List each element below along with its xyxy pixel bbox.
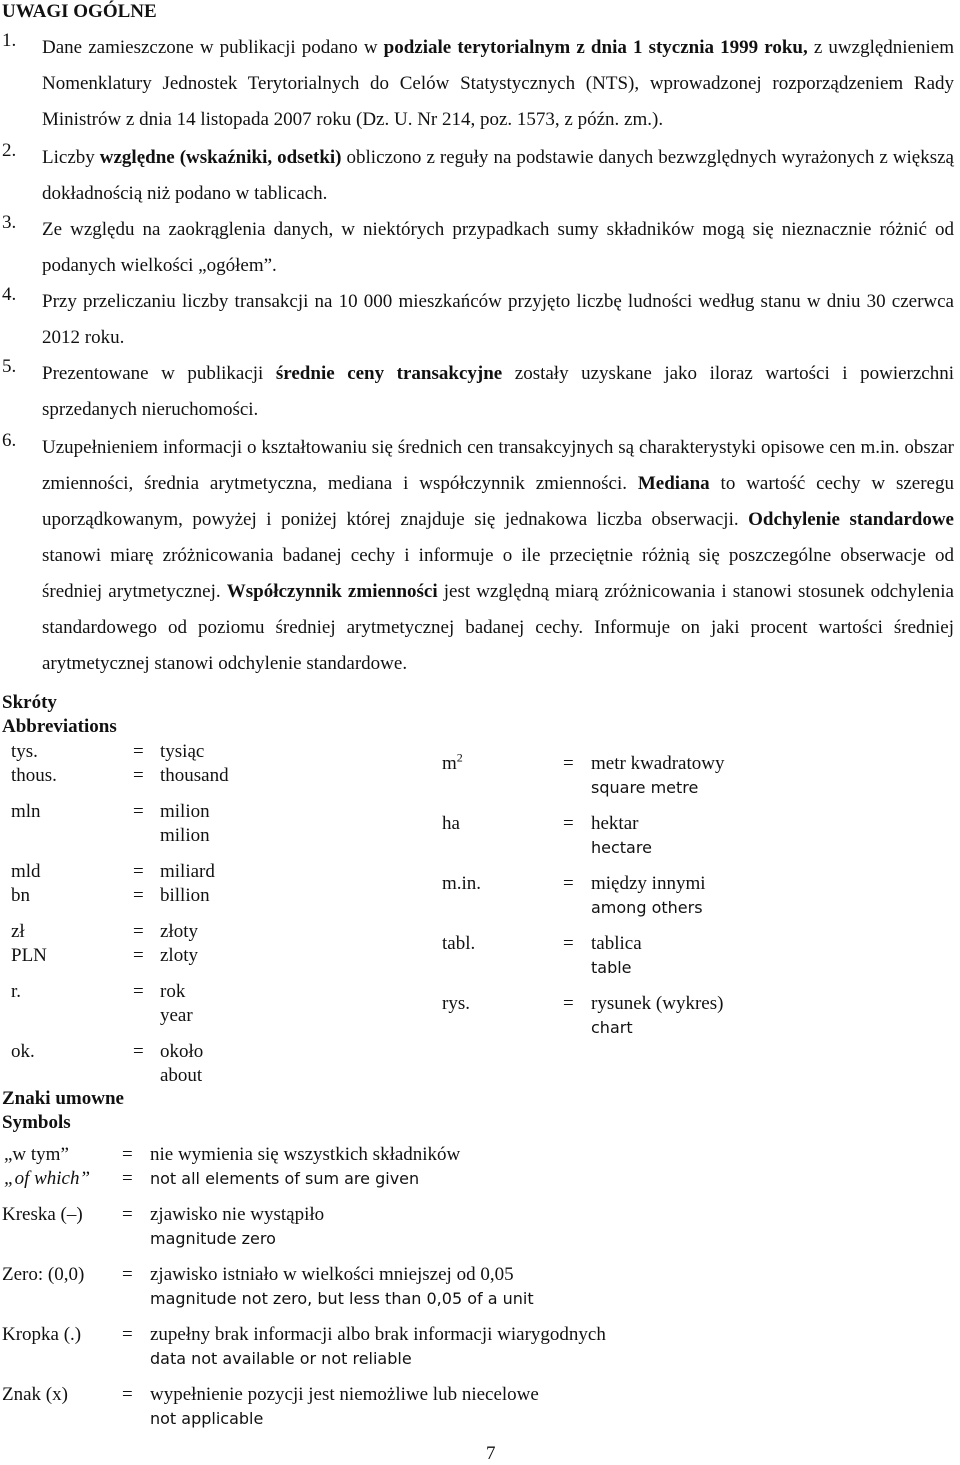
symbol-meaning-en: magnitude not zero, but less than 0,05 of a unit	[150, 1289, 534, 1308]
abbrev-meaning: milion	[160, 801, 210, 822]
note-text-part: jest względną miarą zróżnicowania i stanowi stosunek odchylenia standardowego od poziomu średniej arytmetycznej badanej cechy. Informuje on jaki procent wartości średniej arytmetycznej stanowi odchylenie standardowe.	[42, 581, 954, 674]
symbols-heading-pl: Znaki umowne	[2, 1088, 124, 1109]
note-text	[42, 430, 954, 682]
note-6	[2, 430, 954, 682]
abbrev-meaning-en: thousand	[160, 765, 229, 786]
abbrev-heading-pl: Skróty	[2, 692, 57, 713]
equals-sign: =	[133, 1041, 144, 1062]
note-text	[42, 356, 954, 428]
abbrev-term: ha	[442, 813, 460, 834]
note-text-bold: średnie ceny transakcyjne	[275, 363, 503, 384]
note-number: 5.	[2, 356, 17, 377]
abbrev-meaning-en: table	[591, 958, 632, 977]
symbol-meaning: zjawisko nie wystąpiło	[150, 1204, 325, 1225]
symbol-meaning-en: data not available or not reliable	[150, 1349, 412, 1368]
note-text-part: stanowi miarę zróżnicowania badanej cechy i informuje o ile przeciętnie różnią się poszczególne obserwacje od średniej arytmetycznej.	[42, 545, 954, 602]
equals-sign: =	[133, 765, 144, 786]
symbol-term: „w tym”	[4, 1144, 69, 1165]
abbrev-meaning: rysunek (wykres)	[591, 993, 724, 1014]
note-2	[2, 140, 954, 212]
note-text-part: Dane zamieszczone w publikacji podano w	[42, 37, 384, 58]
symbol-meaning-en: not applicable	[150, 1409, 264, 1428]
note-number: 3.	[2, 212, 17, 233]
abbrev-meaning-en: year	[160, 1005, 193, 1026]
equals-sign: =	[563, 933, 574, 954]
equals-sign: =	[122, 1144, 133, 1165]
note-text-bold: podziale terytorialnym z dnia 1 stycznia 1999 roku,	[383, 37, 808, 58]
equals-sign: =	[133, 801, 144, 822]
equals-sign: =	[122, 1168, 133, 1189]
equals-sign: =	[133, 981, 144, 1002]
abbrev-term-text: m	[442, 753, 457, 774]
abbrev-meaning: około	[160, 1041, 204, 1062]
note-text-part: Uzupełnieniem informacji o kształtowaniu się średnich cen transakcyjnych są charakterystyki opisowe cen m.in. obszar zmienności, średnia arytmetyczna, mediana i współczynnik zmienności.	[42, 437, 954, 494]
abbrev-term: zł	[11, 921, 25, 942]
note-number: 1.	[2, 30, 17, 51]
symbol-term: Kreska (–)	[2, 1204, 83, 1225]
abbrev-term-en: thous.	[11, 765, 57, 786]
note-number: 6.	[2, 430, 17, 451]
abbrev-meaning: złoty	[160, 921, 198, 942]
abbrev-term: m.in.	[442, 873, 482, 894]
note-text-bold: Odchylenie standardowe	[748, 509, 954, 530]
abbrev-meaning-en: among others	[591, 898, 703, 917]
equals-sign: =	[133, 885, 144, 906]
abbrev-meaning-en: zloty	[160, 945, 198, 966]
note-number: 4.	[2, 284, 17, 305]
note-1	[2, 30, 954, 138]
note-text-part: to wartość cechy w szeregu uporządkowanym, powyżej i poniżej której znajduje się jednakowa liczba obserwacji.	[42, 473, 954, 530]
abbrev-meaning: miliard	[160, 861, 215, 882]
equals-sign: =	[563, 993, 574, 1014]
note-number: 2.	[2, 140, 17, 161]
symbol-meaning: zupełny brak informacji albo brak informacji wiarygodnych	[150, 1324, 606, 1345]
abbrev-meaning-en: milion	[160, 825, 210, 846]
abbrev-term-en: PLN	[11, 945, 47, 966]
note-text-part: zostały uzyskane jako iloraz wartości i powierzchni sprzedanych nieruchomości.	[42, 363, 955, 420]
equals-sign: =	[122, 1204, 133, 1225]
equals-sign: =	[133, 921, 144, 942]
symbol-term: Znak (x)	[2, 1384, 68, 1405]
page-heading: UWAGI OGÓLNE	[2, 1, 157, 22]
abbrev-meaning: metr kwadratowy	[591, 753, 725, 774]
abbrev-meaning-en: square metre	[591, 778, 699, 797]
equals-sign: =	[122, 1324, 133, 1345]
abbrev-term: r.	[11, 981, 22, 1002]
note-text-part: Prezentowane w publikacji	[42, 363, 276, 384]
note-3	[2, 212, 954, 284]
symbol-meaning: zjawisko istniało w wielkości mniejszej od 0,05	[150, 1264, 514, 1285]
note-5	[2, 356, 954, 428]
abbrev-meaning-en: about	[160, 1065, 203, 1086]
symbol-meaning: wypełnienie pozycji jest niemożliwe lub niecelowe	[150, 1384, 539, 1405]
note-text-part: Przy przeliczaniu liczby transakcji na 10 000 mieszkańców przyjęto liczbę ludności według stanu w dniu 30 czerwca 2012 roku.	[42, 291, 954, 348]
symbol-term: Kropka (.)	[2, 1324, 82, 1345]
abbrev-heading-en: Abbreviations	[2, 716, 117, 737]
abbrev-term: ok.	[11, 1041, 35, 1062]
symbol-term-en: „of which”	[4, 1168, 91, 1189]
symbols-heading-en: Symbols	[2, 1112, 71, 1133]
abbrev-meaning-en: chart	[591, 1018, 633, 1037]
equals-sign: =	[133, 861, 144, 882]
abbrev-meaning: rok	[160, 981, 186, 1002]
abbrev-meaning: hektar	[591, 813, 639, 834]
note-text	[42, 284, 954, 356]
abbrev-term: mln	[11, 801, 41, 822]
note-text	[42, 30, 954, 138]
page-number: 7	[486, 1443, 496, 1464]
abbrev-meaning: tysiąc	[160, 741, 205, 762]
note-text-bold: Współczynnik zmienności	[226, 581, 438, 602]
symbol-term: Zero: (0,0)	[2, 1264, 85, 1285]
symbol-meaning-en: magnitude zero	[150, 1229, 276, 1248]
abbrev-term	[442, 752, 463, 776]
abbrev-meaning-en: billion	[160, 885, 210, 906]
note-text-part: obliczono z reguły na podstawie danych bezwzględnych wyrażonych z większą dokładnością niż podano w tablicach.	[42, 147, 954, 204]
equals-sign: =	[563, 873, 574, 894]
equals-sign: =	[133, 945, 144, 966]
equals-sign: =	[133, 741, 144, 762]
note-text-part: z uwzględnieniem Nomenklatury Jednostek Terytorialnych do Celów Statystycznych (NTS), wprowadzonej rozporządzeniem Rady Ministrów z dnia 14 listopada 2007 roku (Dz. U. Nr 214, poz. 1573, z późn. zm.).	[42, 37, 954, 130]
note-text-part: Liczby	[42, 147, 100, 168]
note-text	[42, 212, 954, 284]
equals-sign: =	[563, 753, 574, 774]
note-text-bold: względne (wskaźniki, odsetki)	[99, 147, 342, 168]
superscript: 2	[456, 750, 463, 765]
abbrev-term: tabl.	[442, 933, 476, 954]
abbrev-term: mld	[11, 861, 41, 882]
equals-sign: =	[122, 1384, 133, 1405]
equals-sign: =	[563, 813, 574, 834]
symbol-meaning-en: not all elements of sum are given	[150, 1169, 420, 1188]
note-4	[2, 284, 954, 356]
note-text	[42, 140, 954, 212]
abbrev-meaning: tablica	[591, 933, 642, 954]
abbrev-term: tys.	[11, 741, 38, 762]
abbrev-meaning: między innymi	[591, 873, 706, 894]
abbrev-term-en: bn	[11, 885, 30, 906]
note-text-bold: Mediana	[637, 473, 710, 494]
symbol-meaning: nie wymienia się wszystkich składników	[150, 1144, 461, 1165]
note-text-part: Ze względu na zaokrąglenia danych, w niektórych przypadkach sumy składników mogą się nieznacznie różnić od podanych wielkości „ogółem”.	[42, 219, 954, 276]
equals-sign: =	[122, 1264, 133, 1285]
abbrev-term: rys.	[442, 993, 470, 1014]
abbrev-meaning-en: hectare	[591, 838, 652, 857]
